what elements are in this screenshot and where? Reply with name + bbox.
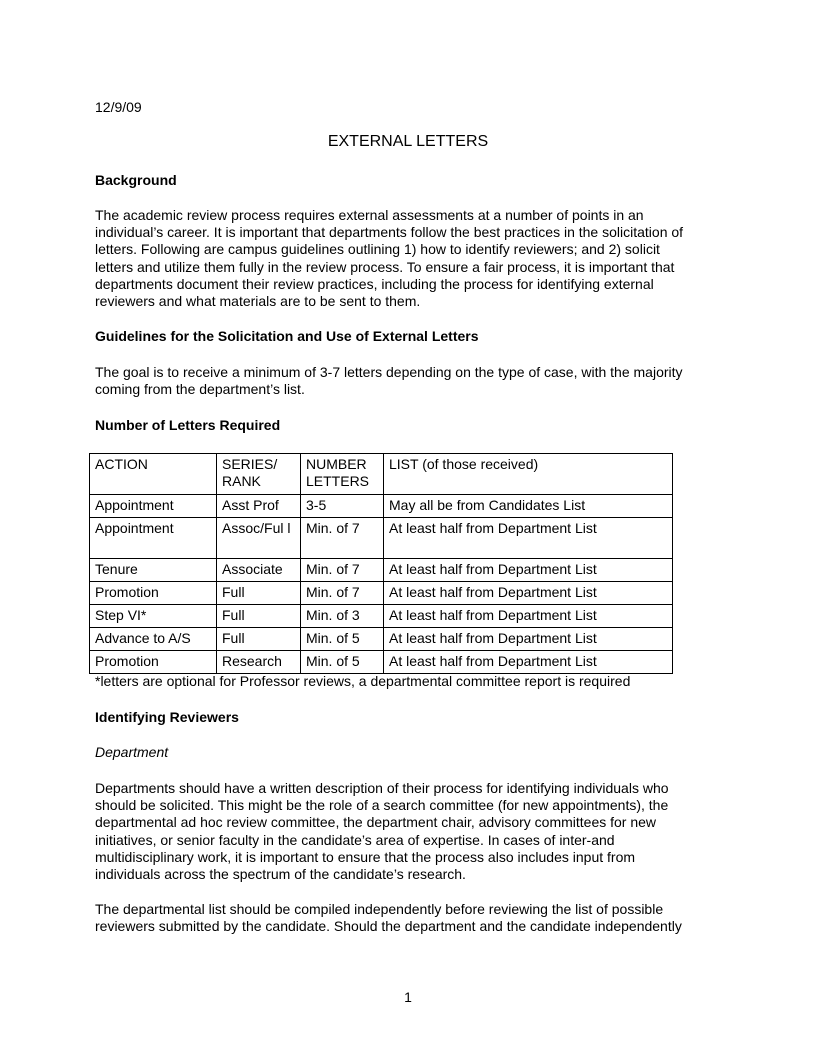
text-line: The departmental list should be compiled independently before reviewing the list of possible	[95, 901, 664, 917]
document-title: EXTERNAL LETTERS	[327, 133, 489, 150]
cell-number: Min. of 5	[301, 628, 384, 651]
cell-series: Research	[217, 651, 301, 674]
cell-number: Min. of 7	[301, 559, 384, 582]
cell-number: 3-5	[301, 495, 384, 518]
cell-list: May all be from Candidates List	[384, 495, 673, 518]
cell-action: Tenure	[90, 559, 217, 582]
text-line: departments document their review practices, including the process for identifying external	[95, 275, 654, 292]
text-line: reviewers and what materials are to be sent to them.	[95, 293, 421, 310]
text-line: letters and utilize them fully in the review process. To ensure a fair process, it is important that	[95, 258, 675, 275]
cell-list: At least half from Department List	[384, 518, 673, 559]
table-footnote: *letters are optional for Professor reviews, a departmental committee report is required	[95, 673, 631, 689]
header-series-rank	[217, 454, 301, 495]
cell-series: Full	[217, 582, 301, 605]
letters-required-heading: Number of Letters Required	[95, 417, 281, 433]
cell-list: At least half from Department List	[384, 651, 673, 674]
table-row	[90, 495, 673, 518]
cell-series: Full	[217, 628, 301, 651]
cell-list: At least half from Department List	[384, 582, 673, 605]
letters-required-table	[89, 453, 673, 674]
text-line: departmental ad hoc review committee, the department chair, advisory committees for new	[95, 814, 657, 831]
guidelines-paragraph	[95, 364, 715, 398]
text-line: reviewers submitted by the candidate. Should the department and the candidate independently	[95, 918, 682, 935]
page-number: 1	[404, 989, 412, 1005]
header-number-line: NUMBER	[306, 456, 367, 472]
text-line: should be solicited. This might be the role of a search committee (for new appointments), the	[95, 797, 669, 814]
identifying-reviewers-heading: Identifying Reviewers	[95, 709, 239, 725]
cell-action: Promotion	[90, 651, 217, 674]
table-row	[90, 582, 673, 605]
table-row	[90, 559, 673, 582]
cell-series: Assoc/Ful l	[217, 518, 301, 559]
text-line: coming from the department’s list.	[95, 381, 305, 398]
header-number-letters	[301, 454, 384, 495]
text-line: individuals across the spectrum of the candidate’s research.	[95, 866, 466, 883]
departmental-list-paragraph	[95, 901, 715, 935]
cell-action: Promotion	[90, 582, 217, 605]
text-line: multidisciplinary work, it is important to ensure that the process also includes input from	[95, 848, 636, 865]
cell-action: Appointment	[90, 495, 217, 518]
cell-series: Full	[217, 605, 301, 628]
table-row	[90, 628, 673, 651]
cell-series: Associate	[217, 559, 301, 582]
text-line: letters. Following are campus guidelines outlining 1) how to identify reviewers; and 2) solicit	[95, 241, 660, 258]
header-list: LIST (of those received)	[384, 454, 673, 495]
header-series-line: SERIES/	[222, 456, 278, 472]
background-paragraph	[95, 207, 715, 310]
table-row	[90, 518, 673, 559]
text-line: initiatives, or senior faculty in the candidate’s area of expertise. In cases of inter-and	[95, 831, 615, 848]
cell-list: At least half from Department List	[384, 628, 673, 651]
cell-number: Min. of 5	[301, 651, 384, 674]
table-row	[90, 651, 673, 674]
table-row	[90, 605, 673, 628]
cell-number: Min. of 7	[301, 582, 384, 605]
department-subheading: Department	[95, 744, 169, 760]
cell-action: Advance to A/S	[90, 628, 217, 651]
cell-series: Asst Prof	[217, 495, 301, 518]
guidelines-heading: Guidelines for the Solicitation and Use of External Letters	[95, 328, 479, 344]
background-heading: Background	[95, 172, 177, 188]
header-action: ACTION	[90, 454, 217, 495]
text-line: individual’s career. It is important that departments follow the best practices in the solicitation of	[95, 224, 684, 241]
document-date: 12/9/09	[95, 99, 142, 115]
cell-list: At least half from Department List	[384, 605, 673, 628]
cell-action: Step VI*	[90, 605, 217, 628]
cell-list: At least half from Department List	[384, 559, 673, 582]
cell-number: Min. of 3	[301, 605, 384, 628]
text-line: The academic review process requires external assessments at a number of points in an	[95, 207, 644, 223]
text-line: The goal is to receive a minimum of 3-7 letters depending on the type of case, with the majority	[95, 364, 683, 380]
cell-action: Appointment	[90, 518, 217, 559]
table-header-row	[90, 454, 673, 495]
text-line: Departments should have a written description of their process for identifying individuals who	[95, 780, 669, 796]
department-paragraph	[95, 780, 715, 883]
cell-number: Min. of 7	[301, 518, 384, 559]
header-rank-line: RANK	[222, 473, 261, 489]
header-letters-line: LETTERS	[306, 473, 370, 489]
